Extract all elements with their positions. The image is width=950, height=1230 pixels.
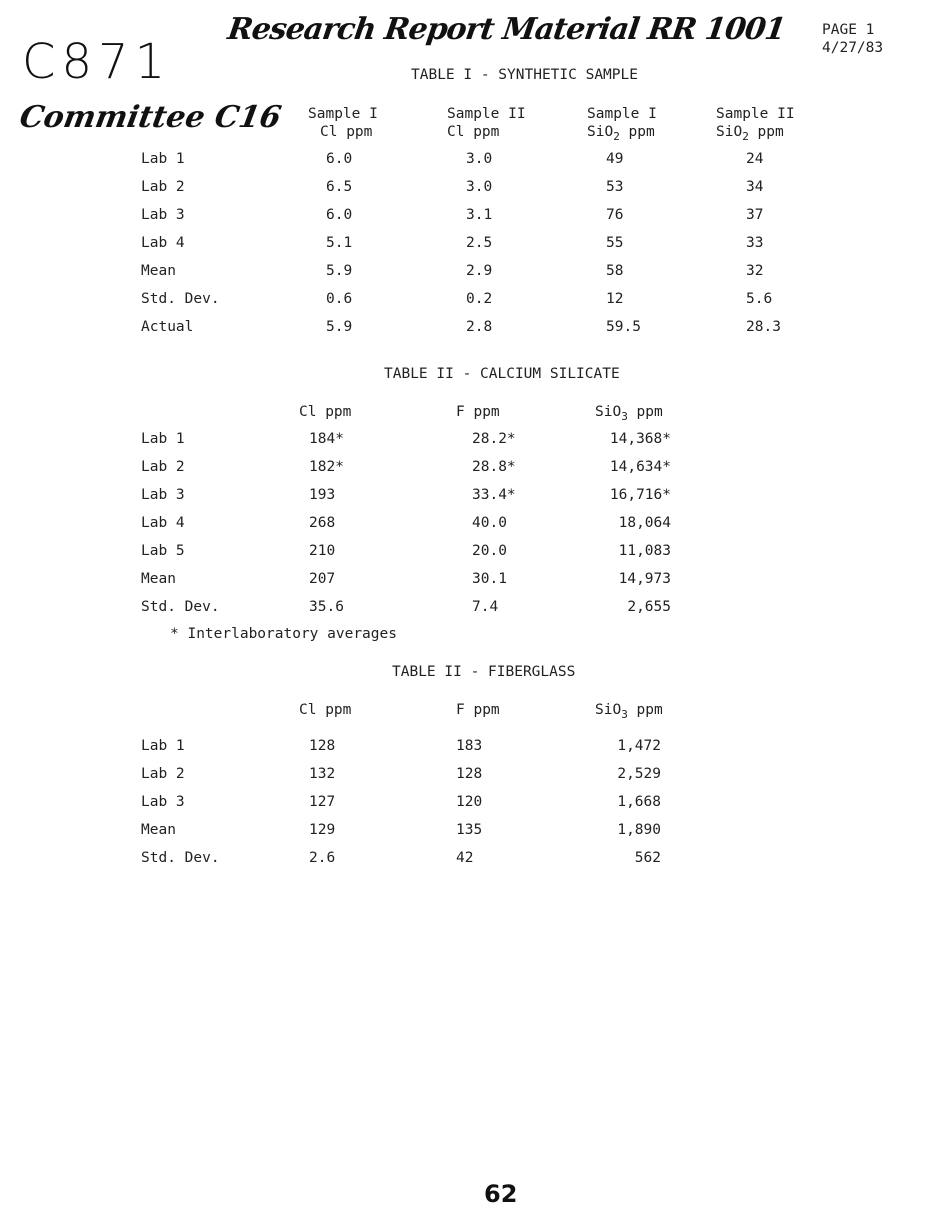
- row-label: Lab 5: [141, 543, 185, 559]
- table-cell: 12: [606, 291, 624, 307]
- table1-header: Sample II SiO$_2$ ppm: [716, 106, 795, 143]
- table-cell: 76: [606, 207, 624, 223]
- table-cell: 6.0: [326, 151, 353, 167]
- table-cell: 34: [746, 179, 764, 195]
- table-cell: 129: [309, 822, 336, 838]
- table-cell: 268: [309, 515, 336, 531]
- table-cell: 18,064: [618, 515, 671, 531]
- row-label: Lab 3: [141, 487, 185, 503]
- table-cell: 132: [309, 766, 336, 782]
- table-cell: 2.8: [466, 319, 493, 335]
- table-cell: 14,973: [618, 571, 671, 587]
- table-cell: 5.6: [746, 291, 773, 307]
- table-cell: 120: [456, 794, 483, 810]
- table3-header: F ppm: [456, 702, 500, 718]
- table-cell: 37: [746, 207, 764, 223]
- table-cell: 20.0: [472, 543, 507, 559]
- table-cell: 33: [746, 235, 764, 251]
- table-cell: 3.0: [466, 179, 493, 195]
- table-cell: 5.9: [326, 263, 353, 279]
- row-label: Std. Dev.: [141, 599, 220, 615]
- table-cell: 210: [309, 543, 336, 559]
- row-label: Lab 1: [141, 738, 185, 754]
- row-label: Lab 4: [141, 515, 185, 531]
- table2-header: Cl ppm: [299, 404, 352, 420]
- table-cell: 184*: [309, 431, 344, 447]
- table-cell: 1,668: [617, 794, 661, 810]
- row-label: Mean: [141, 822, 176, 838]
- row-label: Std. Dev.: [141, 291, 220, 307]
- table-cell: 5.9: [326, 319, 353, 335]
- row-label: Lab 3: [141, 207, 185, 223]
- table-cell: 5.1: [326, 235, 353, 251]
- table-cell: 207: [309, 571, 336, 587]
- table-cell: 2,655: [627, 599, 671, 615]
- table-cell: 182*: [309, 459, 344, 475]
- handwritten-title: Research Report Material RR 1001: [225, 12, 788, 47]
- table-cell: 35.6: [309, 599, 344, 615]
- table-cell: 28.8*: [472, 459, 516, 475]
- table-cell: 6.0: [326, 207, 353, 223]
- table-cell: 16,716*: [609, 487, 671, 503]
- table-cell: 14,368*: [609, 431, 671, 447]
- table-cell: 128: [456, 766, 483, 782]
- table-cell: 58: [606, 263, 624, 279]
- table1-header: Sample II Cl ppm: [447, 106, 526, 140]
- row-label: Lab 2: [141, 459, 185, 475]
- page-number: 62: [484, 1180, 518, 1208]
- page-info: [822, 21, 883, 57]
- row-label: Lab 1: [141, 431, 185, 447]
- table1-title: TABLE I - SYNTHETIC SAMPLE: [411, 67, 638, 83]
- table-cell: 30.1: [472, 571, 507, 587]
- table-cell: 2.9: [466, 263, 493, 279]
- table2-header: SiO$_3$ ppm: [595, 404, 663, 423]
- table3-title: TABLE II - FIBERGLASS: [392, 664, 576, 680]
- table-cell: 33.4*: [472, 487, 516, 503]
- table-cell: 28.2*: [472, 431, 516, 447]
- table2-title: TABLE II - CALCIUM SILICATE: [384, 366, 620, 382]
- row-label: Actual: [141, 319, 194, 335]
- table-cell: 127: [309, 794, 336, 810]
- table1-header: Sample I SiO$_2$ ppm: [587, 106, 657, 143]
- table-cell: 42: [456, 850, 474, 866]
- table-cell: 49: [606, 151, 624, 167]
- row-label: Mean: [141, 571, 176, 587]
- table-cell: 3.1: [466, 207, 493, 223]
- table-cell: 11,083: [618, 543, 671, 559]
- row-label: Lab 1: [141, 151, 185, 167]
- page-label: PAGE 1: [822, 22, 875, 38]
- table-cell: 2,529: [617, 766, 661, 782]
- row-label: Lab 2: [141, 179, 185, 195]
- table-cell: 7.4: [472, 599, 499, 615]
- table-cell: 3.0: [466, 151, 493, 167]
- row-label: Lab 3: [141, 794, 185, 810]
- table-cell: 193: [309, 487, 336, 503]
- table1-header: Sample I Cl ppm: [308, 106, 378, 140]
- table-cell: 1,472: [617, 738, 661, 754]
- row-label: Mean: [141, 263, 176, 279]
- table-cell: 32: [746, 263, 764, 279]
- table-cell: 0.6: [326, 291, 353, 307]
- table-cell: 59.5: [606, 319, 641, 335]
- table-cell: 135: [456, 822, 483, 838]
- table2-header: F ppm: [456, 404, 500, 420]
- table-cell: 128: [309, 738, 336, 754]
- page-date: 4/27/83: [822, 40, 884, 56]
- table-cell: 562: [634, 850, 661, 866]
- table3-header: Cl ppm: [299, 702, 352, 718]
- table-cell: 1,890: [617, 822, 661, 838]
- row-label: Std. Dev.: [141, 850, 220, 866]
- table-cell: 2.5: [466, 235, 493, 251]
- table-cell: 0.2: [466, 291, 493, 307]
- table-cell: 28.3: [746, 319, 781, 335]
- table-cell: 14,634*: [609, 459, 671, 475]
- table3-header: SiO$_3$ ppm: [595, 702, 663, 721]
- table-cell: 2.6: [309, 850, 336, 866]
- row-label: Lab 4: [141, 235, 185, 251]
- table-cell: 53: [606, 179, 624, 195]
- table-cell: 6.5: [326, 179, 353, 195]
- table2-footnote: * Interlaboratory averages: [170, 626, 397, 642]
- handwritten-code: C871: [22, 34, 172, 90]
- table-cell: 24: [746, 151, 764, 167]
- table-cell: 55: [606, 235, 624, 251]
- table-cell: 40.0: [472, 515, 507, 531]
- handwritten-committee: Committee C16: [16, 100, 284, 135]
- table-cell: 183: [456, 738, 483, 754]
- row-label: Lab 2: [141, 766, 185, 782]
